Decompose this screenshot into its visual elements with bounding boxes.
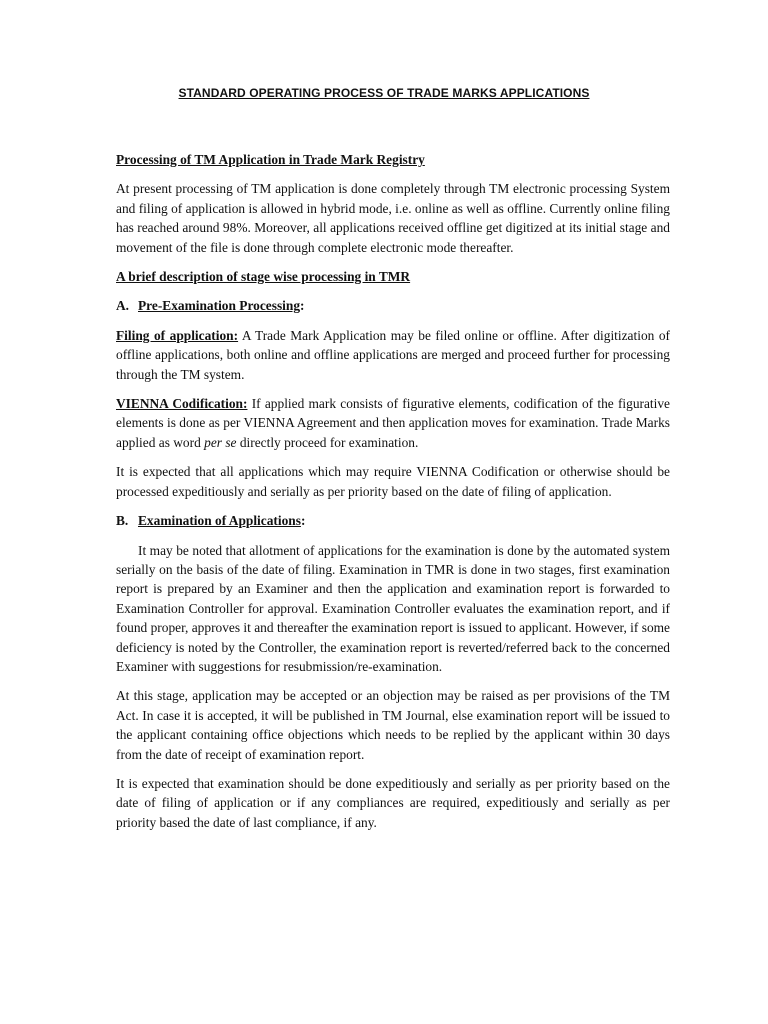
filing-text: A Trade Mark Application may be filed online or offline. After digitization of offline applications, both online and offline applications are merged and proceed further for processing through the TM system. [116,327,670,382]
vienna-text-2: directly proceed for examination. [236,434,419,450]
vienna-italic: per se [204,434,237,450]
section-b-colon: : [300,513,306,529]
document-body [116,150,670,842]
paragraph-at-this-stage: At this stage, application may be accepted or an objection may be raised as per provisions of the TM Act. In case it is accepted, it will be published in TM Journal, else examination report will be issued to the applicant containing office objections which needs to be replied by the applicant within 30 days from the date of receipt of examination report. [116,688,670,762]
paragraph-expected-vienna: It is expected that all applications which may require VIENNA Codification or otherwise should be processed expeditiously and serially as per priority based on the date of filing of application. [116,464,670,499]
vienna-text-1: If applied mark consists of figurative elements, codification of the figurative elements is done as per VIENNA Agreement and then application moves for examination. Trade Marks applied as word [116,396,670,450]
heading-processing: Processing of TM Application in Trade Mark Registry [116,152,425,167]
paragraph-expected-examination: It is expected that examination should be done expeditiously and serially as per priority based on the date of filing of application or if any compliances are required, expeditiously and serially as per priority based the date of last compliance, if any. [116,775,670,830]
paragraph-filing [116,326,670,384]
paragraph-present-processing: At present processing of TM application is done completely through TM electronic processing System and filing of application is allowed in hybrid mode, i.e. online as well as offline. Currently online filing has reached around 98%. Moreover, all applications received offline get digitized at its initial stage and movement of the file is done through complete electronic mode thereafter. [116,181,670,255]
section-b-title: Examination of Applications [138,513,301,529]
section-a-colon: : [300,298,305,314]
vienna-lead: VIENNA Codification: [116,396,248,412]
section-b-heading [116,511,670,530]
section-b-letter: B. [116,513,129,529]
document-title: STANDARD OPERATING PROCESS OF TRADE MARKS APPLICATIONS [178,86,590,100]
section-a-heading [116,296,670,315]
paragraph-examination: It may be noted that allotment of applications for the examination is done by the automated system serially on the basis of the date of filing. Examination in TMR is done in two stages, first examination report is prepared by an Examiner and then the application and examination report is forwarded to Examination Controller for approval. Examination Controller evaluates the examination report, and if found proper, approves it and thereafter the examination report is issued to applicant. However, if some deficiency is noted by the Controller, the examination report is reverted/referred back to the concerned Examiner with suggestions for resubmission/re-examination. [116,542,670,674]
section-a-letter: A. [116,298,130,314]
section-a-title: Pre-Examination Processing [138,298,301,314]
filing-lead: Filing of application: [116,327,239,343]
heading-stage-wise: A brief description of stage wise processing in TMR [116,269,411,285]
paragraph-vienna [116,394,670,452]
